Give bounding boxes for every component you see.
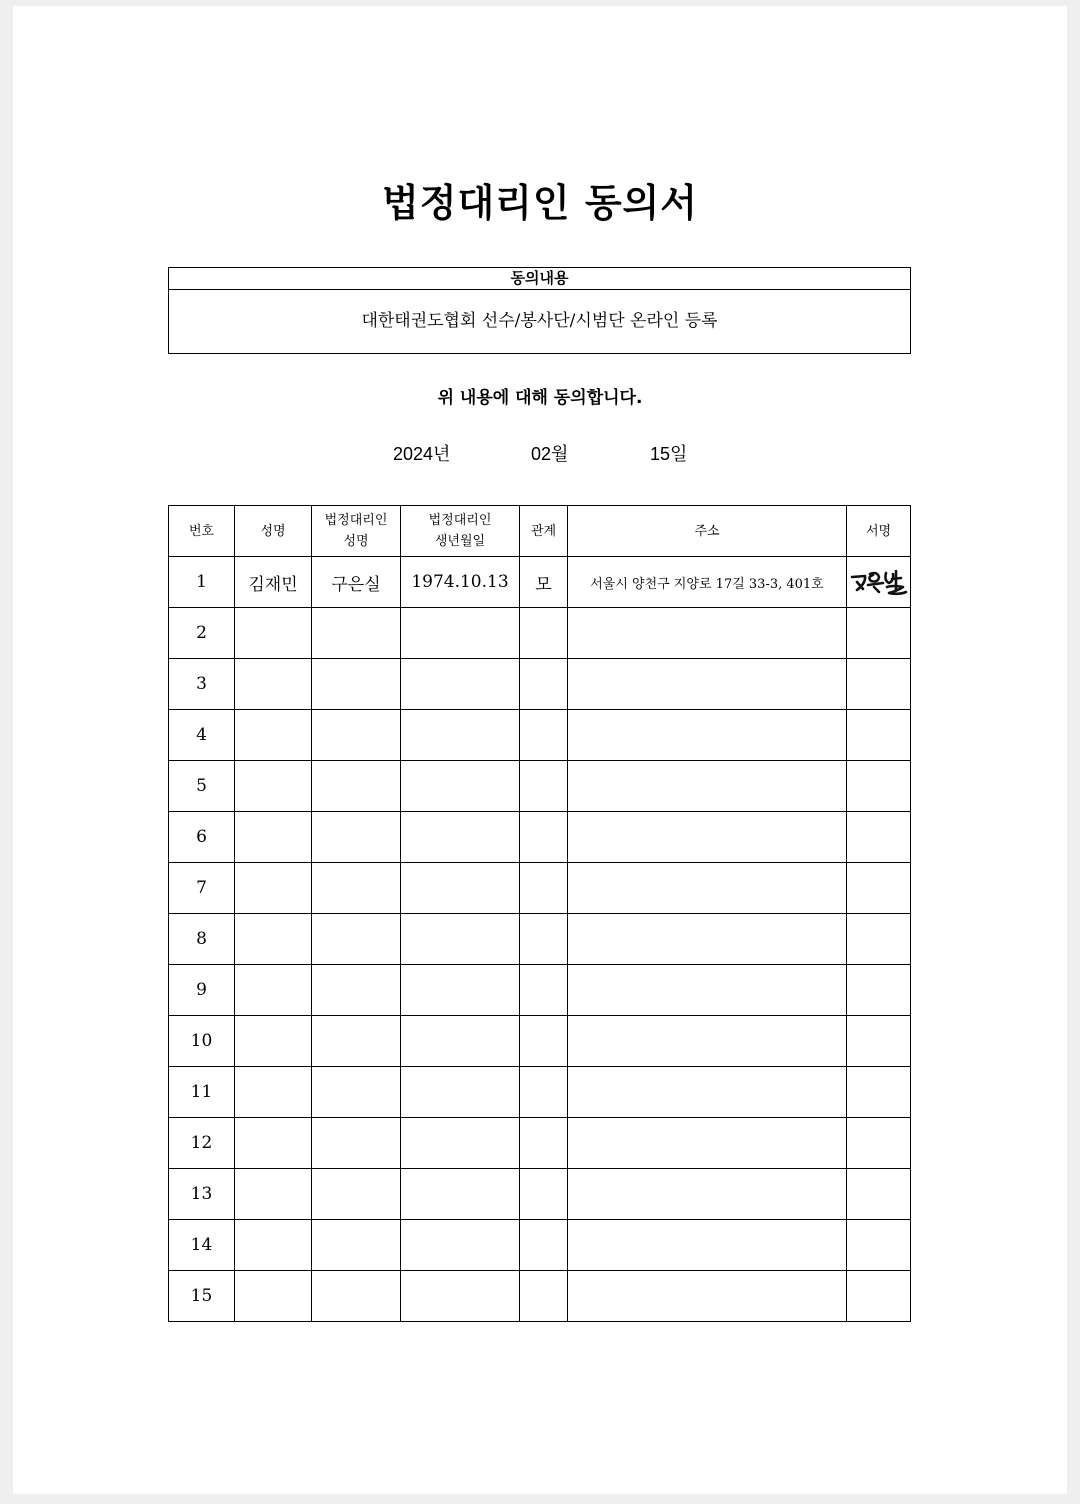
- date-year: 2024년: [393, 444, 451, 464]
- cell-signature: [847, 761, 911, 812]
- cell-address: [568, 1271, 847, 1322]
- cell-guardian-name: [312, 710, 401, 761]
- cell-name: [235, 812, 312, 863]
- cell-no: 5: [169, 761, 235, 812]
- cell-signature: [847, 1067, 911, 1118]
- cell-relation: [520, 812, 568, 863]
- table-row: [169, 659, 911, 710]
- cell-signature: [847, 1271, 911, 1322]
- cell-address: [568, 914, 847, 965]
- cell-relation: [520, 1016, 568, 1067]
- cell-guardian-name: [312, 914, 401, 965]
- cell-no: 11: [169, 1067, 235, 1118]
- header-no: 번호: [169, 506, 235, 557]
- guardian-table: [168, 505, 911, 1322]
- cell-relation: [520, 863, 568, 914]
- header-guardian-name-line2: 성명: [343, 534, 369, 549]
- cell-signature: [847, 914, 911, 965]
- cell-signature: [847, 1169, 911, 1220]
- cell-guardian-name: [312, 1118, 401, 1169]
- cell-guardian-name: [312, 1016, 401, 1067]
- cell-signature: [847, 863, 911, 914]
- document-title: 법정대리인 동의서: [382, 181, 698, 225]
- cell-guardian-birth: [401, 659, 520, 710]
- cell-guardian-name: [312, 608, 401, 659]
- header-relation: 관계: [520, 506, 568, 557]
- table-row: [169, 1067, 911, 1118]
- cell-no: 15: [169, 1271, 235, 1322]
- cell-name: [235, 914, 312, 965]
- consent-content: 대한태권도협회 선수/봉사단/시범단 온라인 등록: [361, 311, 718, 331]
- cell-no: 12: [169, 1118, 235, 1169]
- cell-address: [568, 761, 847, 812]
- cell-guardian-birth: [401, 914, 520, 965]
- cell-name: [235, 1118, 312, 1169]
- table-row: [169, 914, 911, 965]
- cell-signature: [847, 710, 911, 761]
- cell-relation: [520, 1220, 568, 1271]
- cell-signature: [847, 1118, 911, 1169]
- consent-header: 동의내용: [169, 268, 910, 290]
- cell-guardian-birth: [401, 1016, 520, 1067]
- header-guardian-birth-line1: 법정대리인: [428, 513, 492, 528]
- cell-guardian-name: [312, 965, 401, 1016]
- date-month: 02월: [531, 444, 569, 464]
- cell-address: [568, 812, 847, 863]
- cell-relation: 모: [520, 557, 568, 608]
- table-row: [169, 1169, 911, 1220]
- cell-address: [568, 1220, 847, 1271]
- cell-name: [235, 1271, 312, 1322]
- cell-relation: [520, 965, 568, 1016]
- cell-address: [568, 1067, 847, 1118]
- header-guardian-birth: [401, 506, 520, 557]
- cell-no: 14: [169, 1220, 235, 1271]
- cell-signature: [847, 1016, 911, 1067]
- cell-name: [235, 659, 312, 710]
- header-guardian-name: [312, 506, 401, 557]
- table-row: [169, 710, 911, 761]
- cell-no: 4: [169, 710, 235, 761]
- table-row: [169, 965, 911, 1016]
- cell-signature: [847, 608, 911, 659]
- cell-name: [235, 1067, 312, 1118]
- cell-relation: [520, 608, 568, 659]
- agreement-statement: 위 내용에 대해 동의합니다.: [437, 388, 643, 408]
- cell-no: 9: [169, 965, 235, 1016]
- cell-no: 6: [169, 812, 235, 863]
- cell-name: [235, 1220, 312, 1271]
- cell-signature: [847, 659, 911, 710]
- table-row: [169, 1118, 911, 1169]
- table-row: [169, 608, 911, 659]
- cell-guardian-name: [312, 812, 401, 863]
- cell-address: [568, 965, 847, 1016]
- table-row: [169, 1271, 911, 1322]
- cell-address: [568, 608, 847, 659]
- table-header-row: [169, 506, 911, 557]
- cell-guardian-birth: [401, 1220, 520, 1271]
- cell-guardian-birth: [401, 1271, 520, 1322]
- cell-relation: [520, 710, 568, 761]
- cell-guardian-name: [312, 1067, 401, 1118]
- cell-relation: [520, 761, 568, 812]
- cell-guardian-birth: [401, 710, 520, 761]
- cell-address: [568, 1169, 847, 1220]
- cell-no: 8: [169, 914, 235, 965]
- cell-name: [235, 710, 312, 761]
- cell-no: 2: [169, 608, 235, 659]
- table-row: [169, 761, 911, 812]
- cell-guardian-birth: [401, 1118, 520, 1169]
- cell-relation: [520, 659, 568, 710]
- cell-address: [568, 1118, 847, 1169]
- cell-guardian-name: [312, 659, 401, 710]
- cell-relation: [520, 1067, 568, 1118]
- header-signature: 서명: [847, 506, 911, 557]
- cell-signature: [847, 1220, 911, 1271]
- header-address: 주소: [568, 506, 847, 557]
- cell-name: [235, 761, 312, 812]
- cell-name: [235, 863, 312, 914]
- cell-signature: [847, 965, 911, 1016]
- cell-guardian-name: 구은실: [312, 557, 401, 608]
- cell-signature: [847, 812, 911, 863]
- cell-address: [568, 1016, 847, 1067]
- table-row: [169, 863, 911, 914]
- cell-address: [568, 659, 847, 710]
- table-row: [169, 1016, 911, 1067]
- cell-no: 1: [169, 557, 235, 608]
- cell-guardian-name: [312, 1220, 401, 1271]
- cell-guardian-name: [312, 863, 401, 914]
- cell-guardian-birth: 1974.10.13: [401, 557, 520, 608]
- cell-no: 3: [169, 659, 235, 710]
- cell-signature: [847, 557, 911, 608]
- cell-relation: [520, 1118, 568, 1169]
- cell-relation: [520, 1271, 568, 1322]
- cell-guardian-birth: [401, 863, 520, 914]
- cell-guardian-name: [312, 1271, 401, 1322]
- cell-name: [235, 965, 312, 1016]
- header-guardian-birth-line2: 생년월일: [434, 534, 486, 549]
- date-day: 15일: [650, 444, 688, 464]
- cell-guardian-birth: [401, 761, 520, 812]
- cell-guardian-birth: [401, 1169, 520, 1220]
- cell-address: 서울시 양천구 지양로 17길 33-3, 401호: [568, 557, 847, 608]
- cell-address: [568, 710, 847, 761]
- cell-guardian-name: [312, 1169, 401, 1220]
- cell-relation: [520, 1169, 568, 1220]
- cell-guardian-birth: [401, 965, 520, 1016]
- table-row: [169, 812, 911, 863]
- consent-box: [168, 267, 911, 354]
- cell-relation: [520, 914, 568, 965]
- table-row: [169, 1220, 911, 1271]
- cell-guardian-birth: [401, 812, 520, 863]
- cell-name: [235, 1016, 312, 1067]
- cell-no: 13: [169, 1169, 235, 1220]
- cell-no: 10: [169, 1016, 235, 1067]
- cell-name: 김재민: [235, 557, 312, 608]
- cell-guardian-name: [312, 761, 401, 812]
- cell-name: [235, 1169, 312, 1220]
- header-guardian-name-line1: 법정대리인: [324, 513, 388, 528]
- cell-guardian-birth: [401, 608, 520, 659]
- table-row: [169, 557, 911, 608]
- cell-no: 7: [169, 863, 235, 914]
- handwritten-signature: [849, 565, 909, 599]
- header-name: 성명: [235, 506, 312, 557]
- cell-name: [235, 608, 312, 659]
- cell-address: [568, 863, 847, 914]
- cell-guardian-birth: [401, 1067, 520, 1118]
